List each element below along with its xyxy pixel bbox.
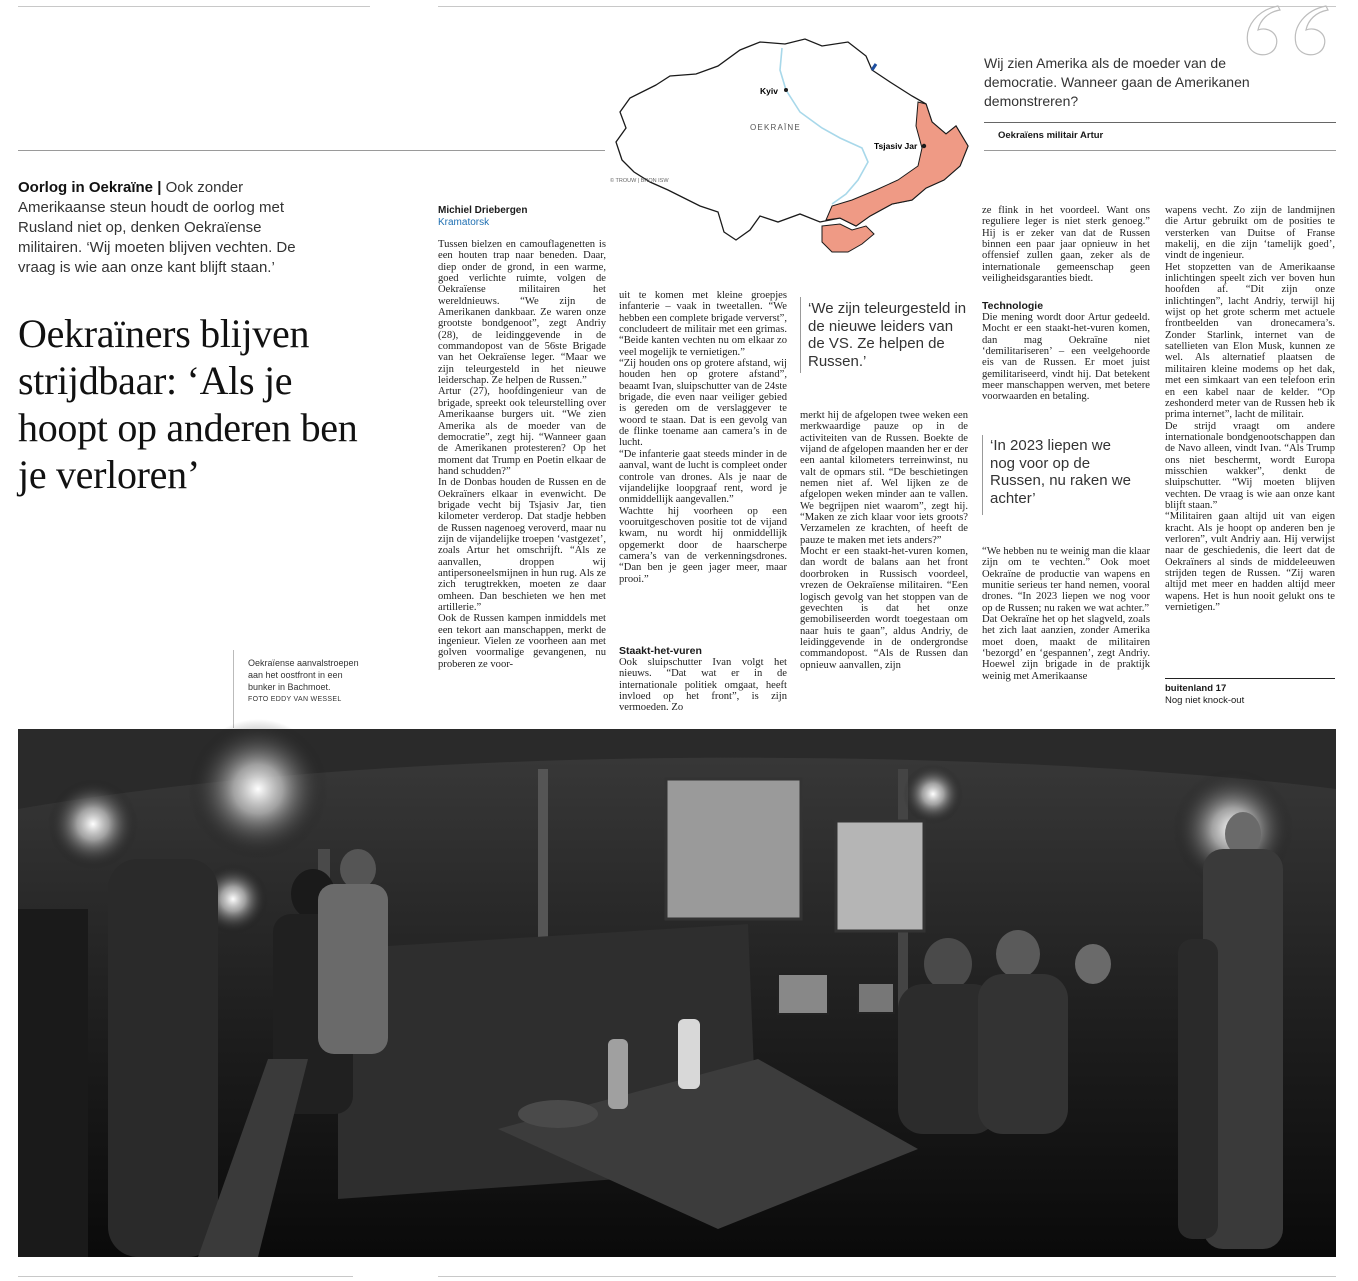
top-rule-left [18, 6, 370, 7]
pull-quote-2: ‘In 2023 liepen we nog voor op de Russen, nu raken we achter’ [990, 437, 1131, 507]
byline-author: Michiel Driebergen [438, 205, 528, 216]
map-source: © TROUW | BRON ISW [610, 178, 669, 184]
footer-section: buitenland 17 [1165, 683, 1227, 694]
body-column-4a: ze flink in het voordeel. Want ons reguliere leger is niet sterk genoeg.” Hij is er zeker van dat de Russen binnen een paar jaar opnieuw in het offensief zullen gaan, zeker als de internationale gemeenschap geen veiligheidsgaranties biedt. [982, 205, 1150, 285]
quote-attribution: Oekraïens militair Artur [998, 130, 1104, 141]
body-column-1: Tussen bielzen en camouflagenetten is een houten trap naar beneden. Daar, diep onder de grond, in een warme, goed verlichte ruimte, volgen de Oekraïense militairen het wereldnieuws. “We zijn de Amerikanen dankbaar. Ze waren onze grootste bondgenoot”, zegt Andriy (28), de leidinggevende in de commandopost van de 56ste Brigade van het Oekraïense leger. “Maar we zijn teleurgesteld in het nieuwe leiderschap. Ze helpen de Russen.” Artur (27), hoofdingenieur van de brigade, spreekt ook teleurstelling over Amerikaanse burgers uit. “We zien Amerika als de moeder van de democratie”, zegt hij. “Wanneer gaan de Amerikanen protesteren? Op het moment dat Trump en Poetin elkaar de hand schudden?” In de Donbas houden de Russen en de Oekraïners elkaar in evenwicht. De brigade vecht bij Tsjasiv Jar, tien kilometer verderop. Dat stadje hebben de Russen nagenoeg veroverd, maar nu zijn de vijandelijke troepen ‘vastgezet’, zoals Artur het omschrijft. “Als ze aanvallen, droppen wij antipersoneelsmijnen in hun rug. Als ze zich terugtrekken, moeten ze daar omheen. Dan beschieten we hen met artillerie.” Ook de Russen kampen inmiddels met een tekort aan manschappen, merkt de ingenieur. Vielen ze voorheen aan met golven voormalige gevangenen, nu proberen ze voor- [438, 239, 606, 670]
caption-rule [233, 650, 234, 728]
footer-rule [1165, 678, 1335, 679]
photo-credit: FOTO EDDY VAN WESSEL [248, 696, 342, 703]
crimea [822, 224, 874, 252]
subhead-staakt-het-vuren: Staakt-het-vuren [619, 645, 702, 657]
tsjasiv-jar-dot [922, 144, 926, 148]
photo-caption [248, 657, 368, 706]
map-svg [600, 30, 980, 260]
country-label: OEKRAÏNE [750, 123, 801, 132]
pull-quote-1: ‘We zijn teleurgesteld in de nieuwe leiders van de VS. Ze helpen de Russen.’ [808, 300, 967, 370]
bottom-rule-left [18, 1276, 353, 1277]
pull-quote-1-rule [800, 297, 801, 373]
pull-quote-2-rule [982, 435, 983, 515]
section-rule-left [18, 150, 605, 151]
byline [438, 205, 527, 228]
top-rule-right [438, 6, 1336, 7]
caption-text: Oekraïense aanvalstroepen aan het oostfront in een bunker in Bachmoet. [248, 658, 359, 692]
intro-separator: | [157, 179, 162, 196]
footer-next: Nog niet knock-out [1165, 695, 1245, 706]
quote-text: Wij zien Amerika als de moeder van de democratie. Wanneer gaan de Amerikanen demonstreren? [984, 55, 1250, 109]
body-column-2: uit te komen met kleine groepjes infanterie – vaak in tweetallen. “We hebben een complete brigade ververst”, concludeert de militair met een grimas. “Beide kanten vechten nu om elkaar zo veel mogelijk te vernietigen.” “Zij houden ons op grotere afstand, wij houden hen op grotere afstand”, beaamt Ivan, sluipschutter van de 24ste brigade, die even naar veiliger gebied is gereden om de verslaggever te woord te staan. Dat is een gevolg van de flinke toename aan camera’s in de lucht. “De infanterie gaat steeds minder in de aanval, want de lucht is compleet onder controle van drones. Als je naar de vijandelijke loopgraaf rent, word je onmiddellijk aangevallen.” Wachtte hij voorheen op een vooruitgeschoven positie tot de vijand kwam, nu wordt hij onmiddellijk opgemerkt door de haarscherpe camera’s van de verkenningsdrones. “Dan ben je geen jager meer, maar prooi.” [619, 290, 787, 585]
subhead-technologie: Technologie [982, 300, 1044, 312]
ukraine-outline [616, 39, 968, 240]
body-column-5: wapens vecht. Zo zijn de landmijnen die Artur gebruikt om de posities te versterken van Duitse of Franse makelij, en die zijn ‘tamelijk goed’, vindt de ingenieur. Het stopzetten van de Amerikaanse inlichtingen speelt zich ver boven hun hoofden af. “Dit zijn onze inlichtingen”, lacht Andriy, terwijl hij wijst op het grote scherm met actuele frontbeelden van dronecamera’s. Zonder Starlink, internet van de satellieten van Elon Musk, kunnen ze wel. Als alternatief plaatsen de militairen kleine modems op het dak, met een simkaart van een telefoon erin en een kabel naar de kelder. “Op zeshonderd meter van de Russen heb ik prima internet”, lacht de militair. De strijd vraagt om andere internationale bondgenootschappen dan de Navo alleen, vindt Ivan. “Als Trump ons niet beschermt, wordt Europa misschien wakker”, denkt de sluipschutter. “Wij moeten blijven vechten. De vraag is wie aan onze kant blijft staan.” “Militairen gaan altijd uit van eigen kracht. Als je hoopt op anderen ben je verloren”, vult Andriy aan. Hij verwijst naar de geschiedenis, die leert dat de Oekraïners al sinds de middeleeuwen strijden tegen de Russen. “Zij waren altijd met meer en hadden altijd meer wapens. Het is hun nooit gelukt ons te vernietigen.” [1165, 205, 1335, 614]
kyiv-label: Kyiv [760, 86, 778, 96]
body-column-3: merkt hij de afgelopen twee weken een merkwaardige pauze op in de activiteiten van de Russen. Boekte de vijand de afgelopen maanden her er der een aantal kilometers terreinwinst, nu valt de opmars stil. “De beschietingen nemen niet af. Wel lijken ze de afgelopen weken minder aan te vallen. We begrijpen niet waarom”, zegt hij. “Maken ze zich klaar voor iets groots? Verzamelen ze krachten, of heeft de pauze te maken met iets anders?” Mocht er een staakt-het-vuren komen, dan wordt de balans aan het front doorbroken in Russisch voordeel, vrezen de Oekraïense militairen. “Een logisch gevolg van het stoppen van de gevechten is dat het onze gemobiliseerden wordt toegestaan om naar huis te gaan”, aldus Andriy, de leidinggevende in de ondergrondse commandopost. “Als de Russen dan opnieuw aanvallen, zijn [800, 410, 968, 671]
body-column-4c: “We hebben nu te weinig man die klaar zijn om te vechten.” Ook moet Oekraïne de productie van wapens en munitie serieus ter hand nemen, vooral drones. “In 2023 liepen we nog voor op de Russen; nu raken we wat achter.” Dat Oekraïne het op het slagveld, zoals het zich laat aanzien, zonder Amerika moet doen, maakt de militairen ‘bezorgd’ en ‘gespannen’, zegt Andriy. Hoewel zijn brigade in de praktijk weinig met Amerikaanse [982, 546, 1150, 682]
byline-place: Kramatorsk [438, 216, 490, 228]
bottom-rule-right [438, 1276, 1336, 1277]
tsjasiv-jar-label: Tsjasiv Jar [874, 141, 918, 151]
headline: Oekraïners blijven strijdbaar: ‘Als je hoopt op anderen ben je verloren’ [18, 311, 358, 497]
ukraine-map [600, 30, 980, 260]
intro-text: Ook zonder Amerikaanse steun houdt de oorlog met Rusland niet op, denken Oekraïense militairen. ‘Wij moeten blijven vechten. De vraag is wie aan onze kant blijft staan.’ [18, 179, 296, 276]
kyiv-dot [784, 88, 788, 92]
border-marker [872, 64, 876, 70]
section-rule-right [984, 150, 1336, 151]
body-column-4b: Die mening wordt door Artur gedeeld. Mocht er een staakt-het-vuren komen, dan mag Oekraïne niet ‘demilitariseren’ – een veelgehoorde eis van de Russen. Er moet juist gemilitariseerd, vindt hij. Dat betekent meer manschappen werven, met betere voorwaarden en betaling. [982, 312, 1150, 403]
intro-kicker: Oorlog in Oekraïne [18, 179, 154, 196]
intro [18, 178, 318, 278]
bunker-photo-svg [18, 729, 1336, 1257]
quote-rule [984, 122, 1336, 123]
bunker-photo [18, 729, 1336, 1257]
body-column-2b: Ook sluipschutter Ivan volgt het nieuws. “Dat wat er in de internationale politiek omgaat, heeft invloed op het front”, is zijn vermoeden. Zo [619, 657, 787, 714]
